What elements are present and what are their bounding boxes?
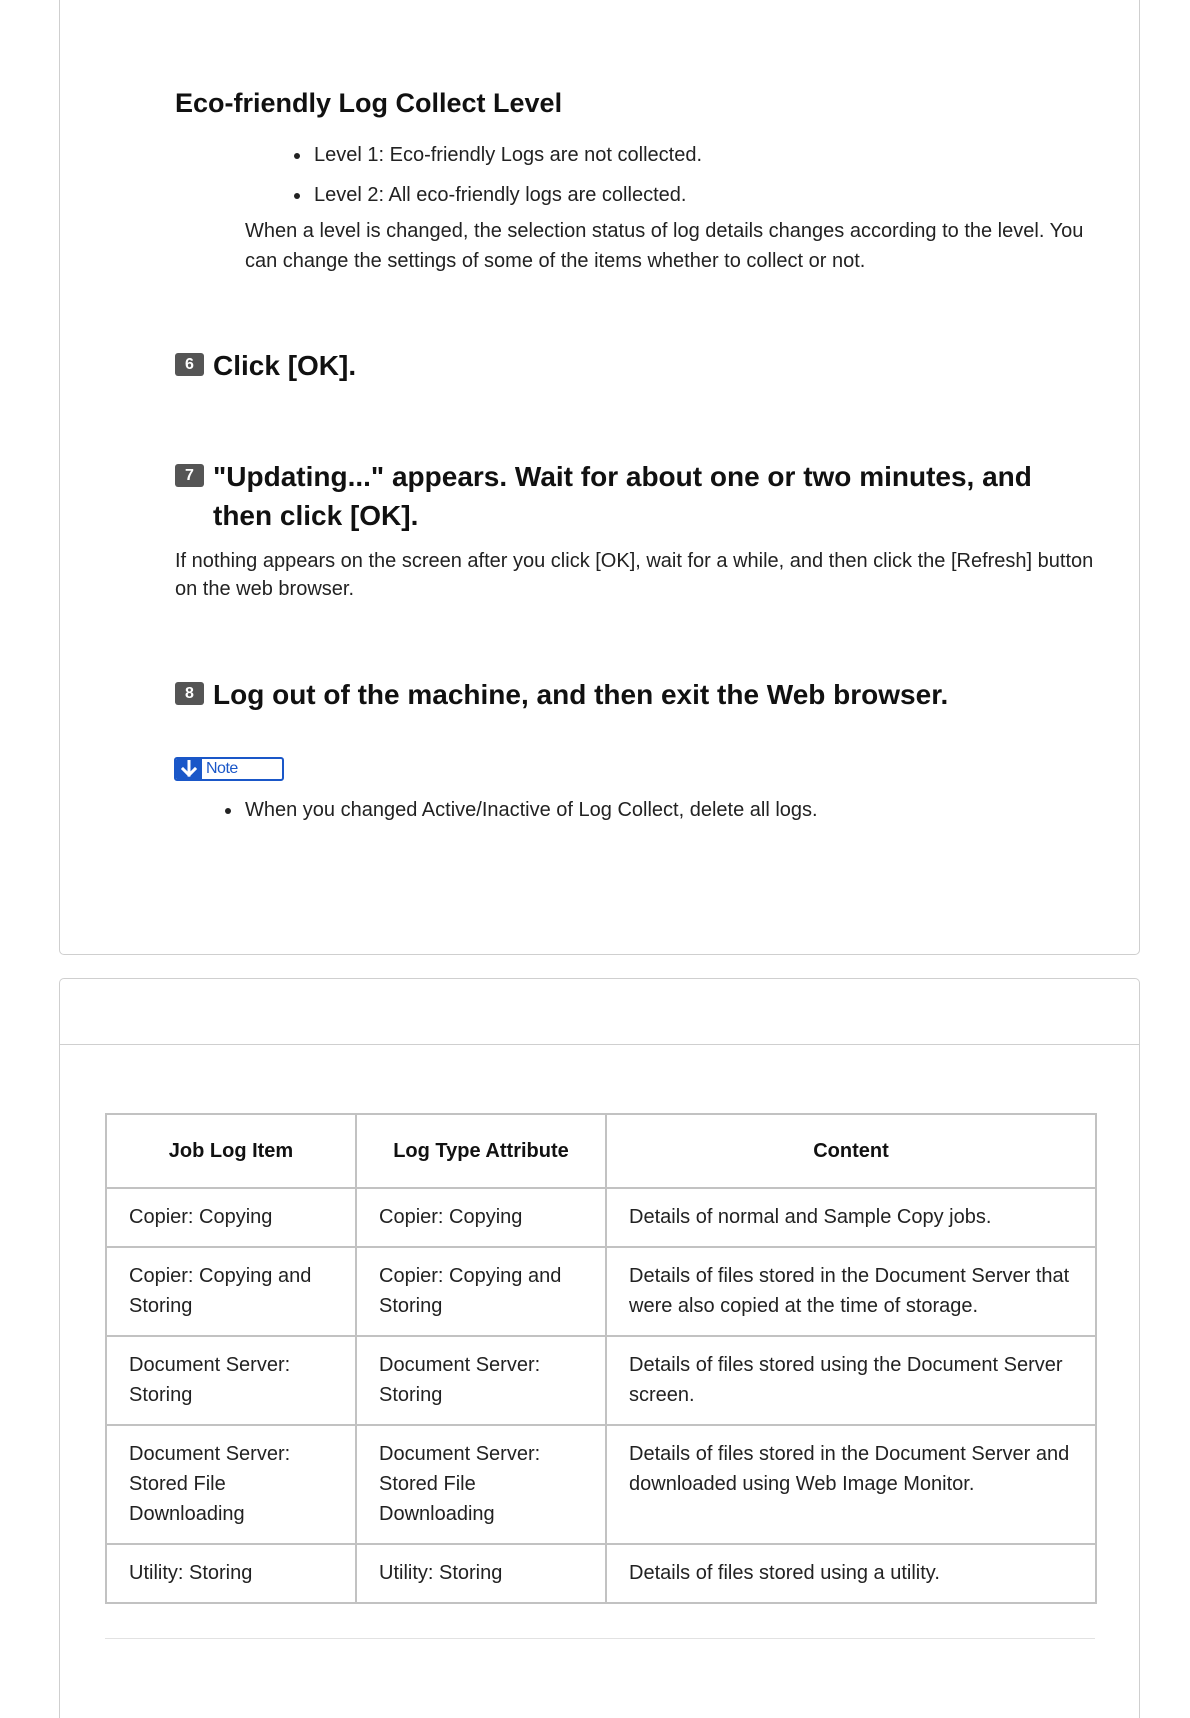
- table-cell: Details of files stored in the Document Server and downloaded using Web Image Monitor.: [606, 1425, 1096, 1544]
- list-item: Level 2: All eco-friendly logs are collected.: [314, 175, 702, 215]
- step-number-badge: 7: [175, 464, 204, 487]
- table-cell: Copier: Copying and Storing: [356, 1247, 606, 1336]
- step-8: [175, 675, 1085, 714]
- step-text: Log out of the machine, and then exit the Web browser.: [213, 679, 949, 710]
- table-row: [106, 1247, 1096, 1336]
- step-7: [175, 457, 1085, 535]
- table-cell: Copier: Copying: [356, 1188, 606, 1247]
- step-text: Click [OK].: [213, 350, 357, 381]
- column-header-job-log-item: Job Log Item: [106, 1114, 356, 1188]
- table-row: [106, 1544, 1096, 1603]
- down-arrow-icon: [176, 759, 202, 779]
- note-list: [245, 795, 818, 825]
- step-number-badge: 8: [175, 682, 204, 705]
- table-row: [106, 1188, 1096, 1247]
- job-log-table: [105, 1113, 1097, 1604]
- table-row: [106, 1336, 1096, 1425]
- table-cell: Details of files stored using the Document Server screen.: [606, 1336, 1096, 1425]
- level-list: [314, 135, 702, 215]
- table-row: [106, 1425, 1096, 1544]
- table-cell: Document Server: Storing: [106, 1336, 356, 1425]
- step-7-body: If nothing appears on the screen after you click [OK], wait for a while, and then click the [Refresh] button on the web browser.: [175, 550, 1094, 600]
- note-badge: [174, 757, 284, 781]
- section-heading: Eco-friendly Log Collect Level: [175, 88, 563, 118]
- table-cell: Document Server: Storing: [356, 1336, 606, 1425]
- table-cell: Details of files stored in the Document Server that were also copied at the time of storage.: [606, 1247, 1096, 1336]
- table-cell: Utility: Storing: [356, 1544, 606, 1603]
- panel-header-divider: [60, 1044, 1139, 1045]
- step-text: "Updating..." appears. Wait for about one or two minutes, and then click [OK].: [213, 461, 1032, 531]
- table-header-row: [106, 1114, 1096, 1188]
- table-cell: Document Server: Stored File Downloading: [356, 1425, 606, 1544]
- table-cell: Details of normal and Sample Copy jobs.: [606, 1188, 1096, 1247]
- table-cell: Details of files stored using a utility.: [606, 1544, 1096, 1603]
- list-item: When you changed Active/Inactive of Log Collect, delete all logs.: [245, 795, 818, 825]
- step-6: [175, 346, 1085, 385]
- note-label: Note: [206, 760, 238, 777]
- table-cell: Copier: Copying and Storing: [106, 1247, 356, 1336]
- step-number-badge: 6: [175, 353, 204, 376]
- table-cell: Copier: Copying: [106, 1188, 356, 1247]
- level-description: When a level is changed, the selection status of log details changes according to the level. You can change the settings of some of the items whether to collect or not.: [245, 220, 1084, 272]
- table-cell: Utility: Storing: [106, 1544, 356, 1603]
- table-cell: Document Server: Stored File Downloading: [106, 1425, 356, 1544]
- column-header-log-type-attribute: Log Type Attribute: [356, 1114, 606, 1188]
- column-header-content: Content: [606, 1114, 1096, 1188]
- trailing-divider: [105, 1638, 1095, 1639]
- list-item: Level 1: Eco-friendly Logs are not collected.: [314, 135, 702, 175]
